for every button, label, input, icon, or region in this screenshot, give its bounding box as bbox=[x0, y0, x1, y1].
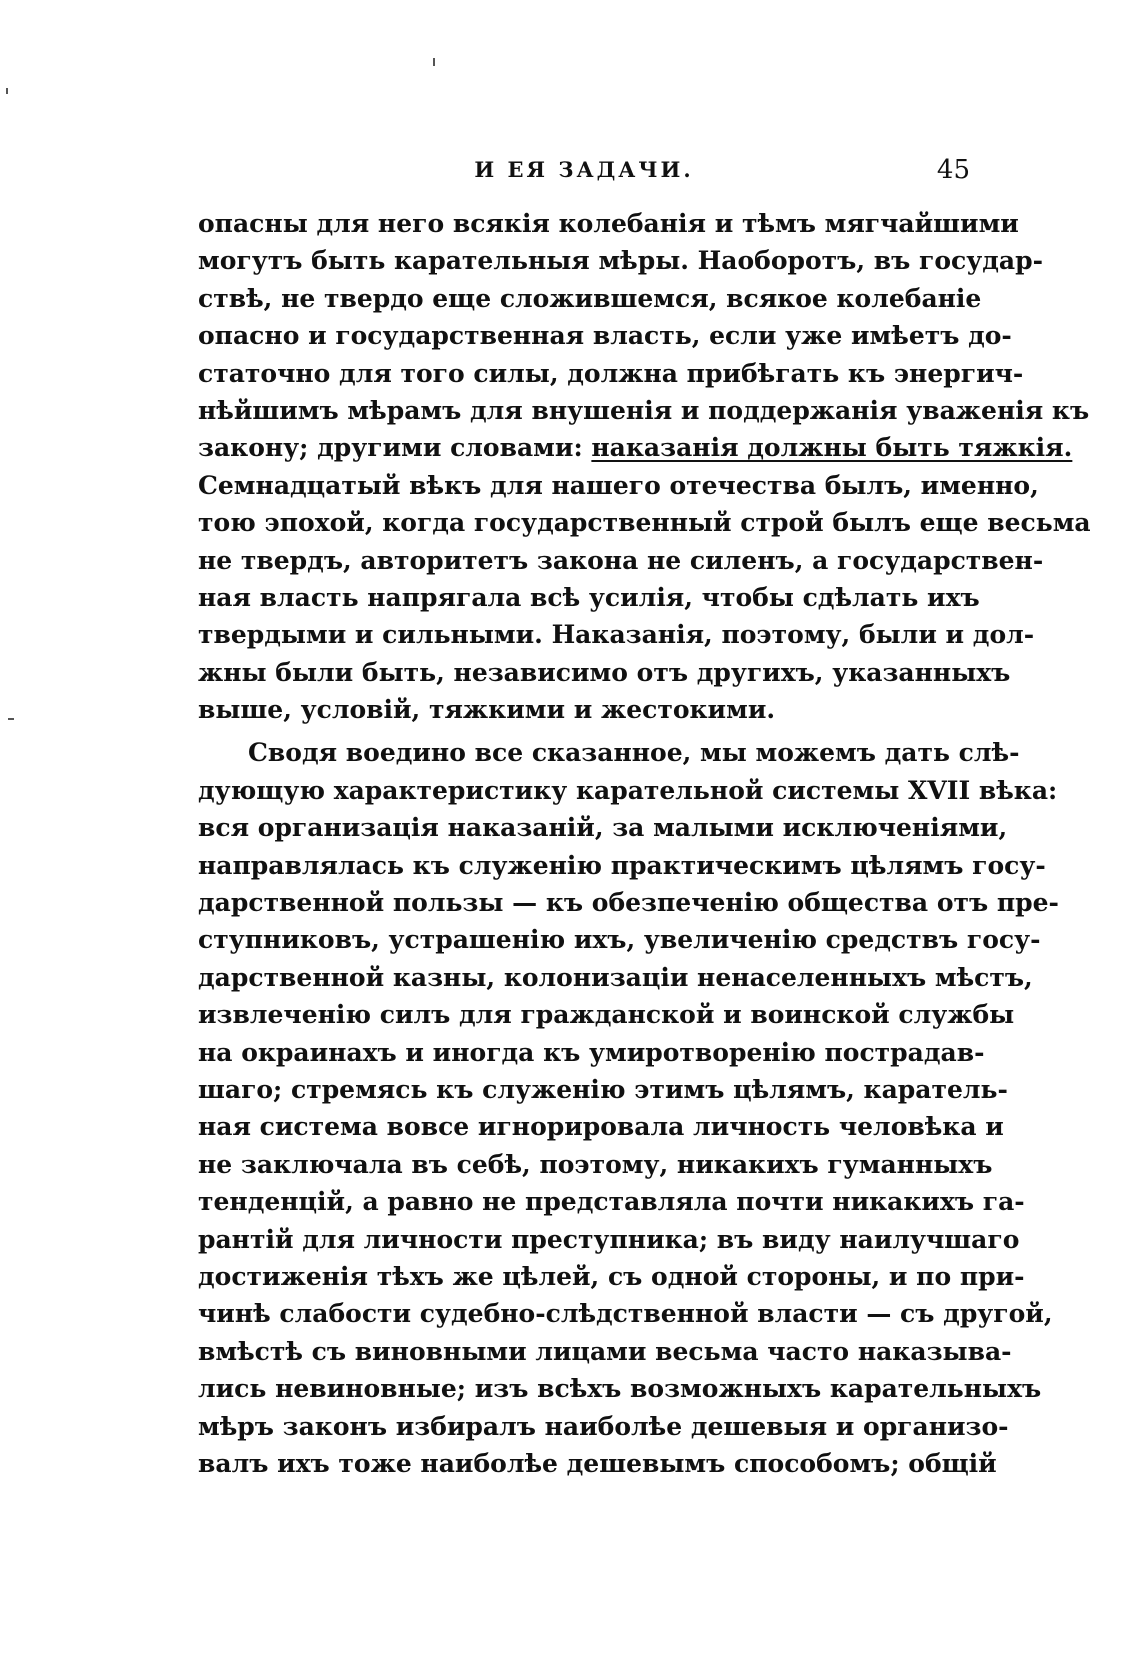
text-line: опасно и государственная власть, если уже имѣетъ до- bbox=[198, 321, 1012, 351]
text-line: чинѣ слабости судебно-слѣдственной власти — съ другой, bbox=[198, 1299, 1053, 1329]
margin-speck bbox=[433, 58, 435, 66]
running-title: И ЕЯ ЗАДАЧИ. bbox=[474, 157, 694, 182]
text-line: дующую характеристику карательной системы XVII вѣка: bbox=[198, 775, 1058, 805]
text-line: вся организація наказаній, за малыми исключеніями, bbox=[198, 813, 1008, 843]
running-head bbox=[198, 153, 970, 187]
text-line: мѣръ законъ избиралъ наиболѣе дешевыя и организо- bbox=[198, 1411, 1009, 1441]
text-line: валъ ихъ тоже наиболѣе дешевымъ способомъ; общій bbox=[198, 1448, 997, 1478]
text-line: могутъ быть карательныя мѣры. Наоборотъ, въ государ- bbox=[198, 246, 1043, 276]
text-line: нѣйшимъ мѣрамъ для внушенія и поддержанія уваженія къ bbox=[198, 395, 1090, 425]
text-line: Семнадцатый вѣкъ для нашего отечества былъ, именно, bbox=[198, 470, 1039, 500]
text-line: ная власть напрягала всѣ усилія, чтобы сдѣлать ихъ bbox=[198, 582, 980, 612]
text-line-indented: Сводя воедино все сказанное, мы можемъ дать слѣ- bbox=[248, 738, 1020, 768]
underlined-phrase: наказанія должны быть тяжкія. bbox=[591, 433, 1073, 463]
text-line: дарственной пользы — къ обезпеченію общества отъ пре- bbox=[198, 888, 1059, 918]
text-line: вмѣстѣ съ виновными лицами весьма часто наказыва- bbox=[198, 1336, 1012, 1366]
text-line: не твердъ, авторитетъ закона не силенъ, а государствен- bbox=[198, 545, 1044, 575]
text-line: рантій для личности преступника; въ виду наилучшаго bbox=[198, 1224, 1020, 1254]
text-line: тою эпохой, когда государственный строй былъ еще весьма bbox=[198, 508, 1091, 538]
text-line: тенденцій, а равно не представляла почти никакихъ га- bbox=[198, 1187, 1025, 1217]
body-text bbox=[198, 205, 1091, 1482]
text-line: дарственной казны, колонизаціи ненаселенныхъ мѣстъ, bbox=[198, 962, 1033, 992]
text-line: опасны для него всякія колебанія и тѣмъ мягчайшими bbox=[198, 209, 1019, 238]
text-line: выше, условій, тяжкими и жестокими. bbox=[198, 695, 776, 725]
text-line: ступниковъ, устрашенію ихъ, увеличенію средствъ госу- bbox=[198, 925, 1041, 955]
text-line: извлеченію силъ для гражданской и воинской службы bbox=[198, 1000, 1015, 1030]
text-fragment: закону; другими словами: bbox=[198, 433, 592, 463]
text-line: не заключала въ себѣ, поэтому, никакихъ гуманныхъ bbox=[198, 1149, 993, 1179]
text-line: на окраинахъ и иногда къ умиротворенію пострадав- bbox=[198, 1037, 985, 1067]
text-line: шаго; стремясь къ служенію этимъ цѣлямъ, каратель- bbox=[198, 1074, 1008, 1104]
page-number: 45 bbox=[936, 155, 970, 185]
text-line: лись невиновные; изъ всѣхъ возможныхъ карательныхъ bbox=[198, 1374, 1042, 1404]
margin-speck bbox=[8, 718, 14, 720]
margin-speck bbox=[6, 88, 8, 94]
text-line: твердыми и сильными. Наказанія, поэтому, были и дол- bbox=[198, 620, 1035, 650]
text-line: направлялась къ служенію практическимъ цѣлямъ госу- bbox=[198, 850, 1046, 880]
text-line-with-emphasis bbox=[198, 429, 1073, 466]
text-line: жны были быть, независимо отъ другихъ, указанныхъ bbox=[198, 657, 1011, 687]
text-line: достиженія тѣхъ же цѣлей, съ одной стороны, и по при- bbox=[198, 1261, 1025, 1291]
text-line: статочно для того силы, должна прибѣгать къ энергич- bbox=[198, 358, 1024, 388]
text-line: ствѣ, не твердо еще сложившемся, всякое колебаніе bbox=[198, 283, 982, 313]
text-line: ная система вовсе игнорировала личность человѣка и bbox=[198, 1112, 1004, 1142]
